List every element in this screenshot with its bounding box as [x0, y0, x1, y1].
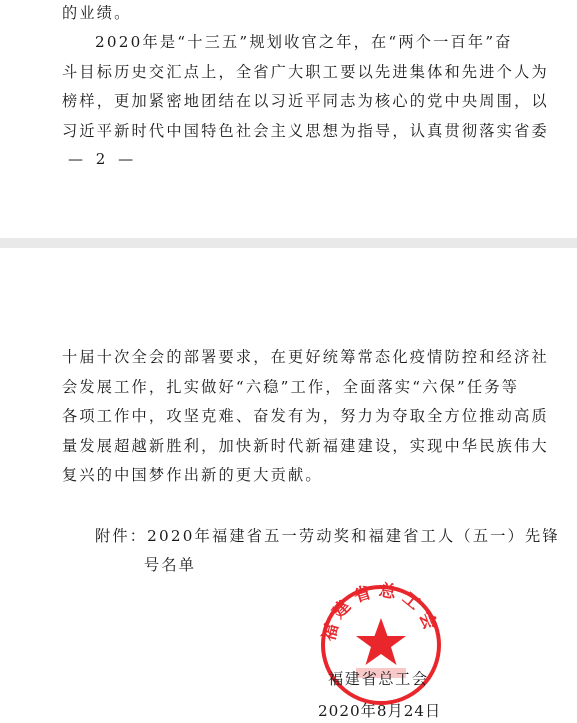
signer-name: 福建省总工会 [328, 670, 429, 688]
text-line: 量发展超越新胜利，加快新时代新福建建设，实现中华民族伟大 [62, 437, 549, 455]
text-line: 的业绩。 [62, 4, 132, 22]
official-seal [316, 580, 446, 710]
text-line: 复兴的中国梦作出新的更大贡献。 [62, 466, 323, 484]
attachment-line: 附件：2020年福建省五一劳动奖和福建省工人（五一）先锋 [95, 527, 560, 545]
text-line: 榜样，更加紧密地团结在以习近平同志为核心的党中央周围，以 [62, 92, 549, 110]
document-page-top [0, 0, 577, 238]
text-line: 斗目标历史交汇点上，全省广大职工要以先进集体和先进个人为 [62, 63, 549, 81]
text-line: 会发展工作，扎实做好“六稳”工作，全面落实“六保”任务等 [62, 378, 520, 396]
text-line: 各项工作中，攻坚克难、奋发有为，努力为夺取全方位推动高质 [62, 407, 549, 425]
page-separator [0, 238, 577, 248]
seal-star-icon [356, 618, 406, 665]
signing-date: 2020年8月24日 [318, 702, 442, 720]
attachment-line-continued: 号名单 [144, 556, 197, 574]
page-number: — 2 — [68, 150, 138, 168]
seal-text: 福建省总工会 [319, 580, 442, 644]
document-page-bottom [0, 248, 577, 723]
paragraph-start-line: 2020年是“十三五”规划收官之年，在“两个一百年”奋 [95, 33, 513, 51]
text-line: 十届十次全会的部署要求，在更好统筹常态化疫情防控和经济社 [62, 348, 549, 366]
text-line: 习近平新时代中国特色社会主义思想为指导，认真贯彻落实省委 [62, 122, 549, 140]
